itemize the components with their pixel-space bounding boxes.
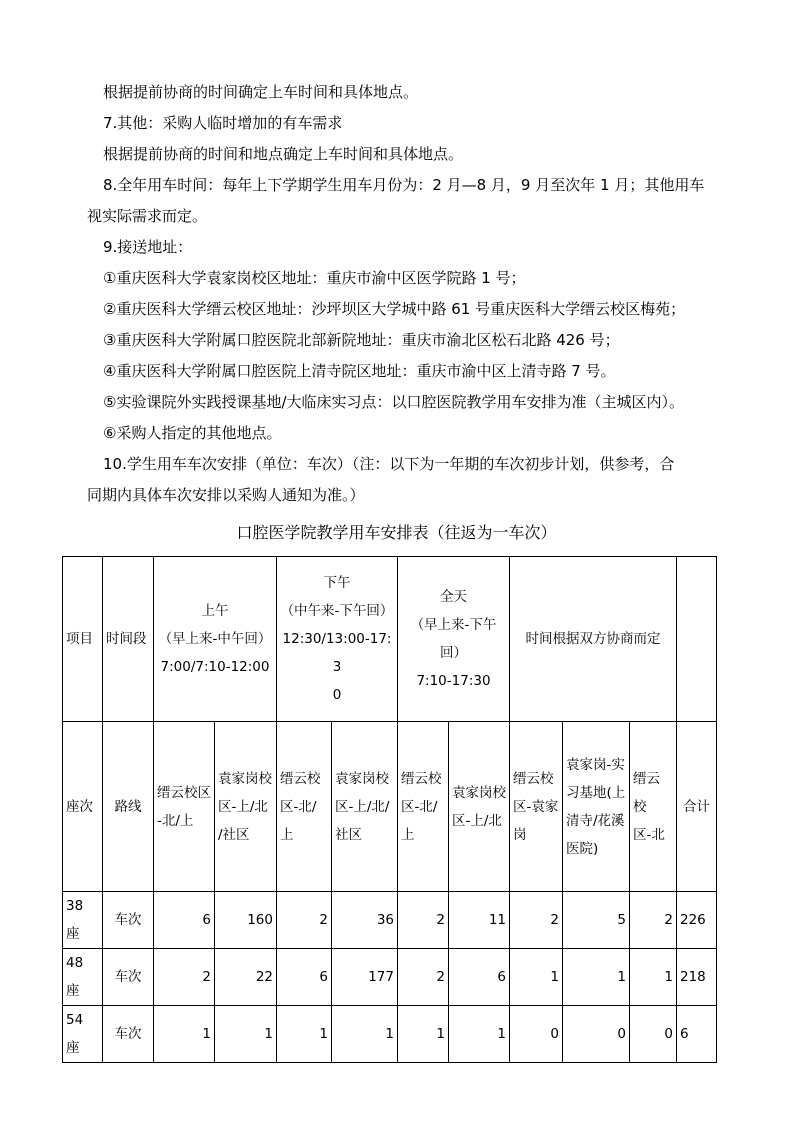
seat-cell: 54 座 [63, 1006, 103, 1063]
route-line: 缙云校 [633, 770, 660, 815]
header-line: 全天 [440, 589, 467, 605]
route-line: 袁家岗校 [452, 784, 506, 801]
vehicle-schedule-table [62, 556, 717, 1063]
route-line: 缙云校 [513, 770, 554, 787]
paragraph: 7.其他：采购人临时增加的有车需求 [103, 114, 343, 132]
value-cell: 6 [154, 892, 215, 949]
header-fullday [398, 557, 510, 722]
paragraph: ④重庆医科大学附属口腔医院上清寺院区地址：重庆市渝中区上清寺路 7 号。 [103, 362, 616, 380]
route-line: 区-北 [633, 826, 665, 843]
value-cell: 1 [332, 1006, 398, 1063]
paragraph: ②重庆医科大学缙云校区地址：沙坪坝区大学城中路 61 号重庆医科大学缙云校区梅苑； [103, 300, 686, 318]
header-line: 7:00/7:10-12:00 [160, 659, 270, 675]
route-line: 袁家岗校 [335, 770, 389, 787]
paragraph: 10.学生用车车次安排（单位：车次）（注：以下为一年期的车次初步计划，供参考，合 [103, 455, 675, 473]
paragraph: 根据提前协商的时间和地点确定上车时间和具体地点。 [103, 145, 464, 163]
route-cell [449, 722, 510, 892]
value-cell: 177 [332, 949, 398, 1006]
value-cell: 6 [449, 949, 510, 1006]
header-line: 7:10-17:30 [416, 673, 491, 689]
paragraph: 视实际需求而定。 [87, 207, 208, 225]
header-line: 0 [332, 687, 342, 703]
value-cell: 2 [398, 892, 449, 949]
header-seats: 座次 [63, 722, 103, 892]
table-header-route-row [63, 722, 717, 892]
route-cell [510, 722, 563, 892]
value-cell: 2 [510, 892, 563, 949]
route-line: 区-袁家 [513, 798, 559, 815]
paragraph: 9.接送地址： [103, 238, 193, 256]
route-line: 区-上/北 [452, 812, 502, 829]
header-total: 合计 [677, 722, 717, 892]
total-cell: 226 [677, 892, 717, 949]
header-route: 路线 [103, 722, 154, 892]
table-header-time-row [63, 557, 717, 722]
route-line: 缙云校 [280, 770, 321, 787]
paragraph: ⑥采购人指定的其他地点。 [103, 424, 282, 442]
header-empty-cell [677, 557, 717, 722]
value-cell: 2 [154, 949, 215, 1006]
table-row [63, 892, 717, 949]
paragraph: ③重庆医科大学附属口腔医院北部新院地址：重庆市渝北区松石北路 426 号； [103, 331, 620, 349]
route-line: 缙云校区 [157, 784, 211, 801]
route-line: 袁家岗校 [218, 770, 272, 787]
value-cell: 36 [332, 892, 398, 949]
route-line: 医院) [566, 840, 599, 857]
route-line: 区-上/北 [218, 798, 268, 815]
route-cell [215, 722, 277, 892]
seat-cell: 48 座 [63, 949, 103, 1006]
value-cell: 1 [510, 949, 563, 1006]
value-cell: 0 [510, 1006, 563, 1063]
paragraph: ⑤实验课院外实践授课基地/大临床实习点：以口腔医院教学用车安排为准（主城区内）。 [103, 393, 685, 411]
unit-cell: 车次 [103, 892, 154, 949]
header-line: 上午 [201, 603, 229, 619]
route-cell [332, 722, 398, 892]
value-cell: 2 [630, 892, 677, 949]
paragraph: 8.全年用车时间：每年上下学期学生用车月份为：2 月—8 月，9 月至次年 1 月；其他用车 [103, 176, 705, 194]
header-line: （早上来-中午回） [158, 631, 272, 647]
header-afternoon [277, 557, 398, 722]
paragraph: ①重庆医科大学袁家岗校区地址：重庆市渝中区医学院路 1 号； [103, 269, 526, 287]
unit-cell: 车次 [103, 1006, 154, 1063]
route-cell [563, 722, 630, 892]
route-line: /社区 [218, 826, 250, 843]
route-line: 区-北/ [280, 798, 317, 815]
value-cell: 1 [449, 1006, 510, 1063]
value-cell: 5 [563, 892, 630, 949]
route-cell [277, 722, 332, 892]
route-line: 习基地(上 [566, 784, 626, 801]
table-row [63, 1006, 717, 1063]
value-cell: 1 [398, 1006, 449, 1063]
paragraph: 根据提前协商的时间确定上车时间和具体地点。 [103, 83, 419, 101]
value-cell: 160 [215, 892, 277, 949]
value-cell: 2 [398, 949, 449, 1006]
route-line: 岗 [513, 826, 527, 843]
paragraph: 同期内具体车次安排以采购人通知为准。） [87, 486, 365, 504]
value-cell: 2 [277, 892, 332, 949]
value-cell: 0 [630, 1006, 677, 1063]
value-cell: 1 [154, 1006, 215, 1063]
route-cell [630, 722, 677, 892]
value-cell: 11 [449, 892, 510, 949]
route-line: 清寺/花溪 [566, 812, 625, 829]
value-cell: 1 [563, 949, 630, 1006]
total-cell: 6 [677, 1006, 717, 1063]
route-line: -北/上 [157, 812, 194, 829]
route-line: 社区 [335, 826, 362, 843]
value-cell: 6 [277, 949, 332, 1006]
route-line: 区-上/北/ [335, 798, 390, 815]
route-line: 区-北/ [401, 798, 438, 815]
route-cell [398, 722, 449, 892]
value-cell: 0 [563, 1006, 630, 1063]
header-morning [154, 557, 277, 722]
unit-cell: 车次 [103, 949, 154, 1006]
header-line: 12:30/13:00-17:3 [282, 631, 392, 675]
value-cell: 1 [215, 1006, 277, 1063]
seat-cell: 38 座 [63, 892, 103, 949]
header-line: （中午来-下午回） [280, 603, 394, 619]
table-row [63, 949, 717, 1006]
route-line: 缙云校 [401, 770, 442, 787]
route-line: 袁家岗-实 [566, 756, 625, 773]
table-caption: 口腔医学院教学用车安排表（往返为一车次） [236, 523, 557, 542]
value-cell: 1 [277, 1006, 332, 1063]
header-item: 项目 [63, 557, 103, 722]
total-cell: 218 [677, 949, 717, 1006]
header-period: 时间段 [103, 557, 154, 722]
value-cell: 1 [630, 949, 677, 1006]
route-line: 上 [280, 826, 294, 843]
value-cell: 22 [215, 949, 277, 1006]
header-line: 下午 [323, 575, 351, 591]
route-cell [154, 722, 215, 892]
route-line: 上 [401, 826, 415, 843]
header-negotiated: 时间根据双方协商而定 [510, 557, 677, 722]
header-line: （早上来-下午回） [410, 617, 497, 661]
